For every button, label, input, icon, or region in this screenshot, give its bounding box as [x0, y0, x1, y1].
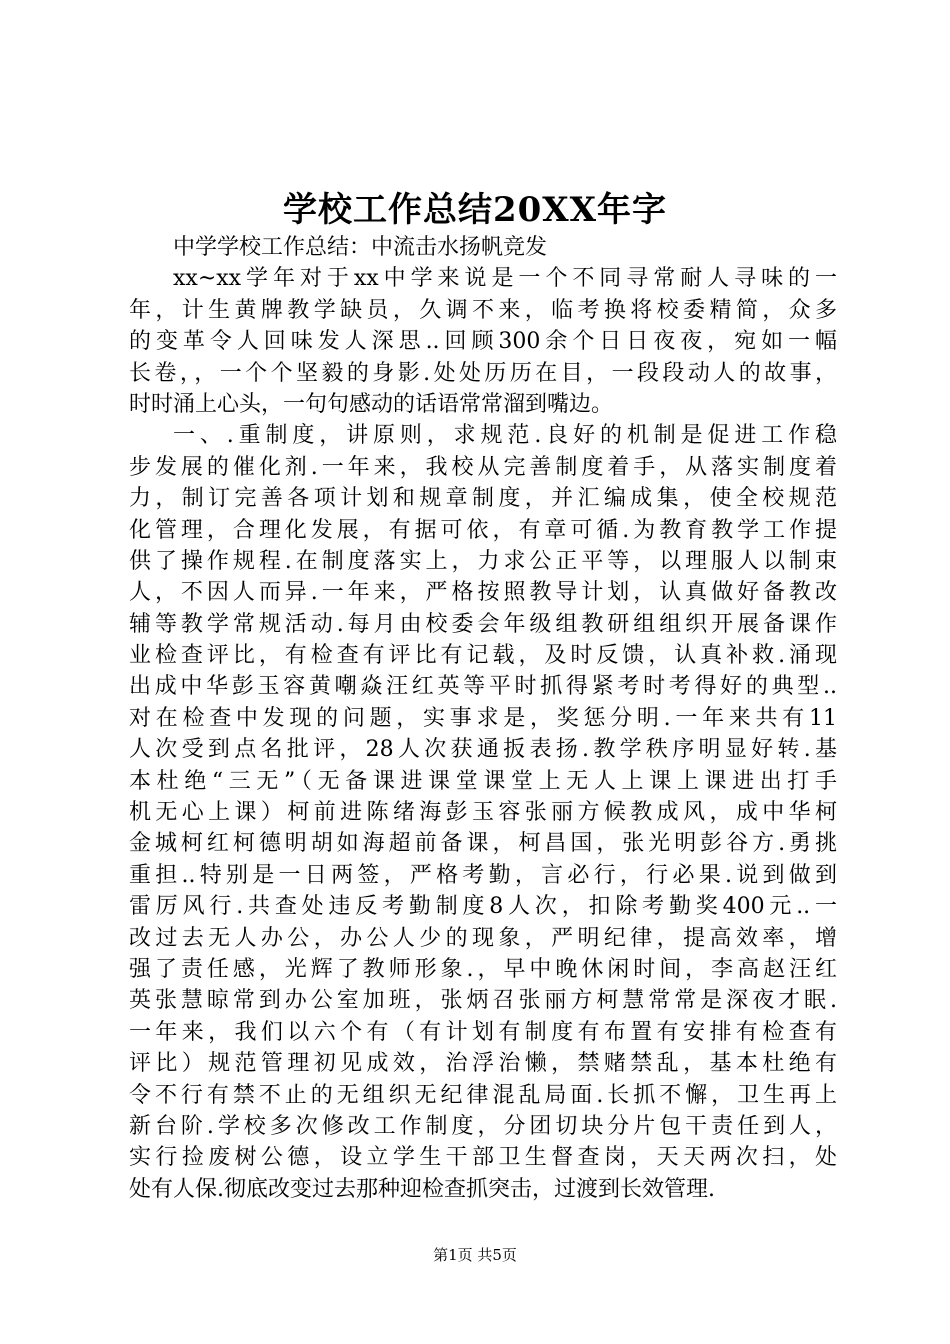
paragraph-line: 金城柯红柯德明胡如海超前备课，柯昌国，张光明彭谷方.勇挑	[129, 831, 837, 857]
paragraph-line: 一、.重制度，讲原则，求规范.良好的机制是促进工作稳	[173, 423, 837, 449]
paragraph-line: 供了操作规程.在制度落实上，力求公正平等，以理服人以制束	[129, 548, 837, 574]
paragraph-line: 长卷，，一个个坚毅的身影.处处历历在目，一段段动人的故事，	[129, 360, 837, 386]
paragraph-line: 人次受到点名批评，28人次获通扳表扬.教学秩序明显好转.基	[129, 737, 837, 763]
paragraph-line: 人，不因人而异.一年来，严格按照教导计划，认真做好备教改	[129, 580, 837, 606]
paragraph-line: 对在检查中发现的问题，实事求是，奖惩分明.一年来共有11	[129, 705, 837, 731]
paragraph-line: 本杜绝“三无”（无备课进课堂课堂上无人上课上课进出打手	[129, 768, 837, 794]
document-body	[129, 232, 837, 1205]
paragraph-line: 令不行有禁不止的无组织无纪律混乱局面.长抓不懈，卫生再上	[129, 1082, 837, 1108]
paragraph-line: 辅等教学常规活动.每月由校委会年级组教研组组织开展备课作	[129, 611, 837, 637]
paragraph-line: 化管理，合理化发展，有据可依，有章可循.为教育教学工作提	[129, 517, 837, 543]
paragraph-line: 重担..特别是一日两签，严格考勤，言必行，行必果.说到做到	[129, 862, 837, 888]
subtitle-line: 中学学校工作总结：中流击水扬帆竞发	[173, 235, 548, 260]
paragraph-line: 一年来，我们以六个有（有计划有制度有布置有安排有检查有	[129, 1019, 837, 1045]
page-footer: 第1页 共5页	[433, 1246, 517, 1264]
paragraph-line: 改过去无人办公，办公人少的现象，严明纪律，提高效率，增	[129, 925, 837, 951]
paragraph-line: 强了责任感，光辉了教师形象.，早中晚休闲时间，李高赵汪红	[129, 956, 837, 982]
document-title: 学校工作总结20XX年字	[282, 190, 668, 230]
paragraph-line: 处有人保.彻底改变过去那种迎检查抓突击，过渡到长效管理.	[129, 1176, 715, 1202]
paragraph-line: 实行捡废树公德，设立学生干部卫生督查岗，天天两次扫，处	[129, 1145, 837, 1171]
paragraph-line: 英张慧晾常到办公室加班，张炳召张丽方柯慧常常是深夜才眠.	[129, 988, 837, 1014]
paragraph-line: xx~xx学年对于xx中学来说是一个不同寻常耐人寻味的一	[173, 266, 837, 292]
paragraph-line: 雷厉风行.共查处违反考勤制度8人次，扣除考勤奖400元..一	[129, 894, 837, 920]
paragraph-line: 力，制订完善各项计划和规章制度，并汇编成集，使全校规范	[129, 486, 837, 512]
paragraph-line: 评比）规范管理初见成效，治浮治懒，禁赌禁乱，基本杜绝有	[129, 1051, 837, 1077]
paragraph-line: 新台阶.学校多次修改工作制度，分团切块分片包干责任到人，	[129, 1113, 837, 1139]
paragraph-line: 的变革令人回味发人深思..回顾300余个日日夜夜，宛如一幅	[129, 329, 837, 355]
paragraph-line: 步发展的催化剂.一年来，我校从完善制度着手，从落实制度着	[129, 454, 837, 480]
paragraph-line: 出成中华彭玉容黄嘲焱汪红英等平时抓得紧考时考得好的典型..	[129, 674, 837, 700]
paragraph-line: 机无心上课）柯前进陈绪海彭玉容张丽方候教成风，成中华柯	[129, 800, 837, 826]
paragraph-line: 业检查评比，有检查有评比有记载，及时反馈，认真补救.涌现	[129, 643, 837, 669]
paragraph-line: 年，计生黄牌教学缺员，久调不来，临考换将校委精简，众多	[129, 297, 837, 323]
paragraph-line: 时时涌上心头，一句句感动的话语常常溜到嘴边。	[129, 391, 614, 417]
